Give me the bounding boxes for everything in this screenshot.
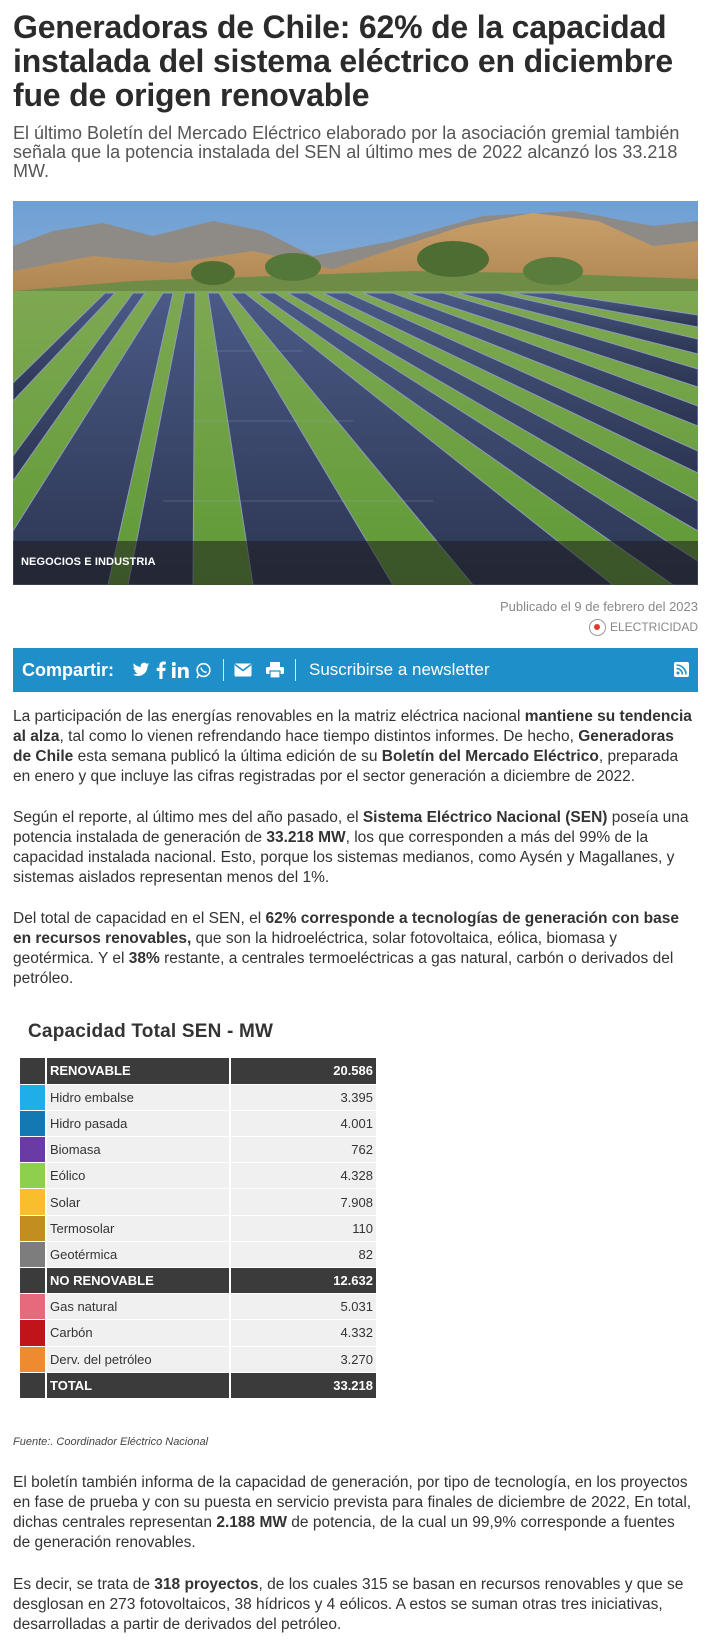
table-row: [20, 1294, 376, 1320]
row-label: Carbón: [46, 1320, 230, 1346]
table-row: [20, 1346, 376, 1372]
print-icon[interactable]: [266, 662, 284, 678]
row-label: Hidro pasada: [46, 1110, 230, 1136]
row-value: 3.395: [230, 1084, 376, 1110]
p3-bold-d: 38%: [128, 950, 160, 967]
table-row: [20, 1372, 376, 1398]
email-icon[interactable]: [234, 663, 252, 677]
table-row: [20, 1268, 376, 1294]
share-bar: [13, 648, 698, 692]
row-value: 3.270: [230, 1346, 376, 1372]
row-value: 4.328: [230, 1163, 376, 1189]
p2-bold-d: 33.218 MW: [266, 829, 346, 846]
share-divider-2: [295, 659, 296, 681]
p4-text-a: El boletín también informa de la capacidad de generación, por tipo de tecnología, en los proyectos en fase de prueba y con su puesta en servicio prevista para finales de diciembre de 2022, En total, dichas centrales representan: [13, 1474, 692, 1531]
share-divider: [223, 659, 224, 681]
color-swatch: [20, 1268, 46, 1294]
row-value: 20.586: [230, 1058, 376, 1084]
category-tag-label[interactable]: NEGOCIOS E INDUSTRIA: [21, 556, 156, 568]
table-row: [20, 1137, 376, 1163]
share-label: Compartir:: [22, 659, 115, 680]
p3-bold-b: 62% corresponde a tecnologías de generación con base en recursos renovables,: [13, 910, 679, 947]
capacity-table: [20, 1058, 376, 1399]
row-value: 110: [230, 1215, 376, 1241]
p3-text-e: restante, a centrales termoeléctricas a gas natural, carbón o derivados del petróleo.: [13, 950, 674, 987]
table-row: [20, 1320, 376, 1346]
row-label: TOTAL: [46, 1372, 230, 1398]
table-row: [20, 1215, 376, 1241]
row-label: Solar: [46, 1189, 230, 1215]
table-row: [20, 1084, 376, 1110]
p4-text-c: de potencia, de la cual un 99,9% corresponde a fuentes de generación renovables.: [13, 1514, 675, 1551]
color-swatch: [20, 1163, 46, 1189]
p1-text-g: , preparada en enero y que incluye las cifras registradas por el sector generación a diciembre de 2022.: [13, 748, 679, 785]
row-label: Geotérmica: [46, 1241, 230, 1267]
row-label: Hidro embalse: [46, 1084, 230, 1110]
row-label: Derv. del petróleo: [46, 1346, 230, 1372]
row-value: 33.218: [230, 1372, 376, 1398]
category-icon: [589, 619, 606, 636]
whatsapp-icon[interactable]: [195, 662, 212, 679]
color-swatch: [20, 1137, 46, 1163]
color-swatch: [20, 1189, 46, 1215]
p1-text-a: La participación de las energías renovables en la matriz eléctrica nacional: [13, 708, 525, 725]
p1-text-c: , tal como lo vienen refrendando hace tiempo distintos informes. De hecho,: [59, 728, 579, 745]
paragraph-5: [13, 1575, 693, 1635]
p1-bold-d: Generadoras de Chile: [13, 728, 674, 765]
category-link[interactable]: [500, 617, 698, 637]
color-swatch: [20, 1346, 46, 1372]
publish-meta: [500, 597, 698, 637]
row-value: 82: [230, 1241, 376, 1267]
category-tag-overlay[interactable]: [13, 541, 698, 585]
row-value: 4.332: [230, 1320, 376, 1346]
p5-text-a: Es decir, se trata de: [13, 1576, 155, 1593]
row-label: Termosolar: [46, 1215, 230, 1241]
facebook-icon[interactable]: [156, 661, 166, 679]
p4-bold-b: 2.188 MW: [216, 1514, 287, 1531]
rss-icon[interactable]: [674, 662, 689, 682]
paragraph-3: [13, 909, 693, 989]
p2-text-a: Según el reporte, al último mes del año pasado, el: [13, 809, 363, 826]
color-swatch: [20, 1372, 46, 1398]
color-swatch: [20, 1215, 46, 1241]
table-row: [20, 1241, 376, 1267]
color-swatch: [20, 1110, 46, 1136]
p1-bold-f: Boletín del Mercado Eléctrico: [381, 748, 599, 765]
p2-text-c: poseía una potencia instalada de generación de: [13, 809, 689, 846]
table-row: [20, 1058, 376, 1084]
paragraph-4: [13, 1473, 693, 1553]
color-swatch: [20, 1084, 46, 1110]
row-value: 5.031: [230, 1294, 376, 1320]
p5-text-c: , de los cuales 315 se basan en recursos renovables y que se desglosan en 273 fotovoltaicos, 38 hídricos y 4 eólicos. A estos se suman otras tres iniciativas, desarrolladas a partir de derivados del petróleo.: [13, 1576, 684, 1633]
table-row: [20, 1110, 376, 1136]
p1-text-e: esta semana publicó la última edición de su: [73, 748, 382, 765]
row-label: Gas natural: [46, 1294, 230, 1320]
article-title: Generadoras de Chile: 62% de la capacidad instalada del sistema eléctrico en diciembre fue de origen renovable: [13, 9, 673, 113]
solar-farm-illustration: [13, 201, 698, 585]
paragraph-1: [13, 707, 693, 787]
twitter-icon[interactable]: [132, 662, 150, 678]
row-label: Biomasa: [46, 1137, 230, 1163]
row-value: 4.001: [230, 1110, 376, 1136]
color-swatch: [20, 1241, 46, 1267]
paragraph-2: [13, 808, 693, 888]
p1-bold-b: mantiene su tendencia al alza: [13, 708, 692, 745]
article-subtitle: El último Boletín del Mercado Eléctrico elaborado por la asociación gremial también señala que la potencia instalada del SEN al último mes de 2022 alcanzó los 33.218 MW.: [13, 123, 680, 181]
table-source: Fuente:. Coordinador Eléctrico Nacional: [13, 1436, 209, 1448]
linkedin-icon[interactable]: [172, 662, 189, 678]
newsletter-link[interactable]: Suscribirse a newsletter: [309, 660, 490, 679]
p5-bold-b: 318 proyectos: [154, 1576, 259, 1593]
color-swatch: [20, 1320, 46, 1346]
table-title: Capacidad Total SEN - MW: [28, 1021, 274, 1042]
category-label[interactable]: ELECTRICIDAD: [609, 620, 698, 634]
publish-date: Publicado el 9 de febrero del 2023: [499, 599, 698, 614]
row-value: 762: [230, 1137, 376, 1163]
row-label: RENOVABLE: [46, 1058, 230, 1084]
row-label: Eólico: [46, 1163, 230, 1189]
hero-image: [13, 201, 698, 585]
row-label: NO RENOVABLE: [46, 1268, 230, 1294]
row-value: 7.908: [230, 1189, 376, 1215]
color-swatch: [20, 1058, 46, 1084]
p3-text-a: Del total de capacidad en el SEN, el: [13, 910, 266, 927]
row-value: 12.632: [230, 1268, 376, 1294]
p2-bold-b: Sistema Eléctrico Nacional (SEN): [362, 809, 608, 826]
color-swatch: [20, 1294, 46, 1320]
table-row: [20, 1163, 376, 1189]
p3-text-c: que son la hidroeléctrica, solar fotovoltaica, eólica, biomasa y geotérmica. Y el: [13, 930, 617, 967]
p2-text-e: , los que corresponden a más del 99% de la capacidad instalada nacional. Esto, porque los sistemas medianos, como Aysén y Magallanes, y sistemas aislados representan menos del 1%.: [13, 829, 675, 886]
table-row: [20, 1189, 376, 1215]
